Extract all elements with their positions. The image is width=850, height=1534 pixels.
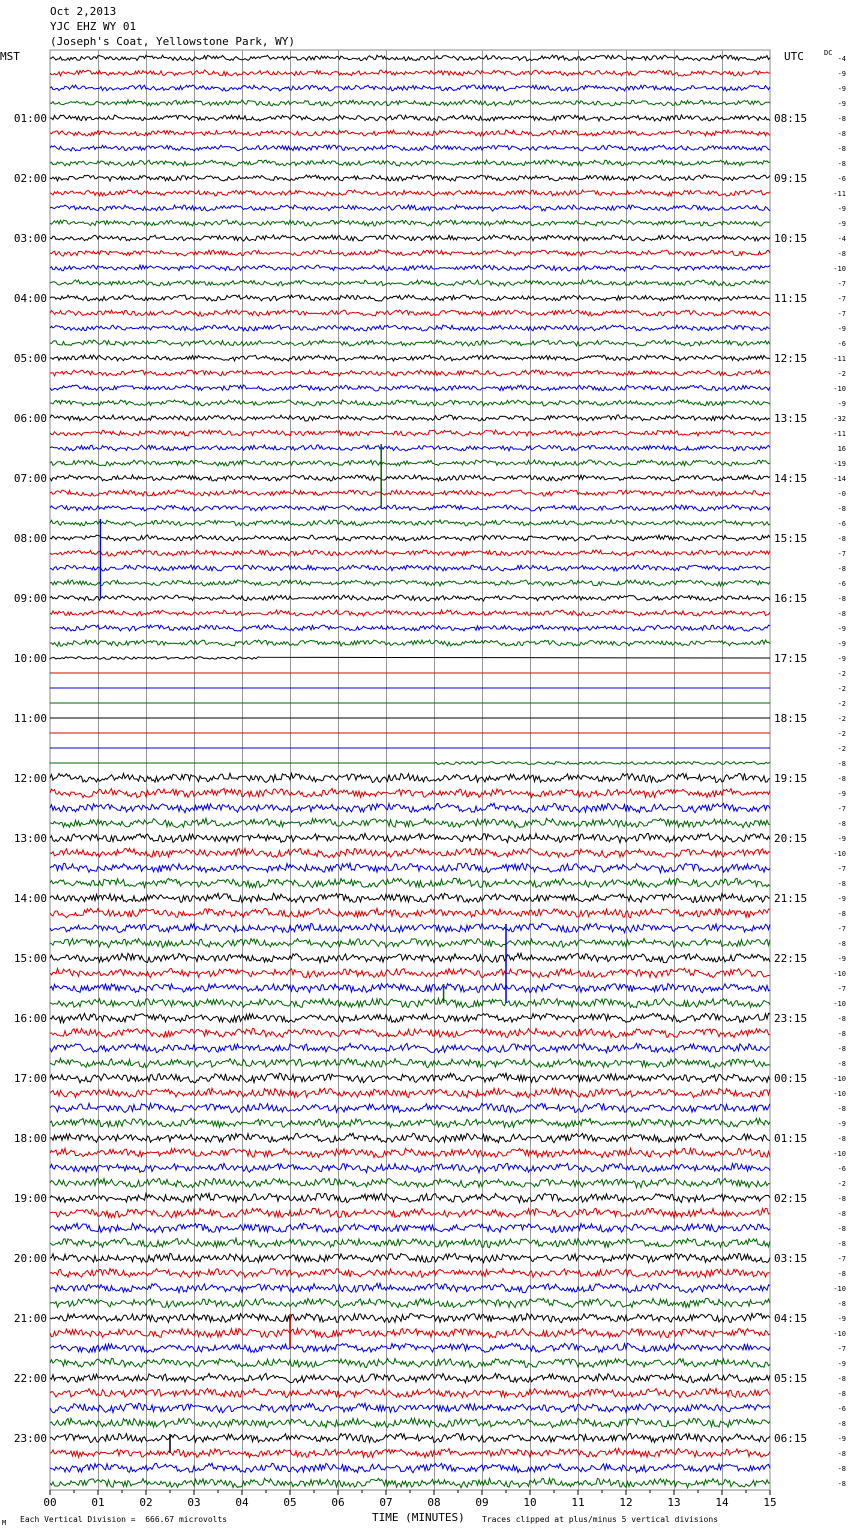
trace-line [50,1449,770,1458]
left-time-label: 20:00 [13,1252,47,1265]
left-time-label: 22:00 [13,1372,47,1385]
dc-offset-label: -8 [837,1015,846,1023]
dc-offset-label: -9 [837,1120,846,1128]
trace-line [50,1433,770,1442]
right-time-label: 06:15 [774,1432,808,1445]
trace-line [50,1193,770,1202]
trace-line [50,939,770,948]
dc-offset-label: -9 [837,400,846,408]
left-timezone-label: MST [0,50,20,63]
dc-offset-label: -7 [837,1255,846,1263]
dc-offset-label: -9 [837,325,846,333]
x-tick-label: 11 [571,1496,585,1509]
x-tick-label: 08 [427,1496,441,1509]
dc-offset-label: -6 [837,340,846,348]
dc-offset-label: -4 [837,55,846,63]
dc-offset-label: -7 [837,805,846,813]
clipping-note: Traces clipped at plus/minus 5 vertical divisions [482,1515,719,1524]
x-tick-label: 13 [667,1496,681,1509]
trace-line [50,205,770,211]
right-time-label: 11:15 [774,292,808,305]
trace-line [50,355,770,361]
dc-offset-label: -6 [837,175,846,183]
trace-line [50,610,770,616]
dc-offset-label: -8 [837,1210,846,1218]
x-tick-label: 02 [139,1496,153,1509]
trace-line [50,265,770,271]
trace-line [50,1269,770,1278]
right-time-label: 01:15 [774,1132,808,1145]
trace-line [50,968,770,977]
dc-offset-label: -0 [837,490,846,498]
dc-offset-label: -10 [833,1150,846,1158]
dc-offset-label: -2 [837,685,846,693]
trace-line [50,220,770,226]
dc-offset-label: -8 [837,1225,846,1233]
trace-line [50,1148,770,1157]
trace-line [50,1418,770,1427]
dc-offset-label: -8 [837,1420,846,1428]
trace-line [50,1088,770,1097]
dc-offset-label: 16 [837,445,846,453]
trace-line [50,1389,770,1398]
dc-offset-label: -7 [837,280,846,288]
trace-line [50,550,770,556]
dc-offset-label: -8 [837,760,846,768]
trace-line [50,595,770,601]
dc-offset-label: -9 [837,895,846,903]
dc-offset-label: -7 [837,550,846,558]
dc-offset-label: -8 [837,535,846,543]
dc-offset-label: -8 [837,910,846,918]
left-time-label: 13:00 [13,832,47,845]
dc-offset-label: -10 [833,1330,846,1338]
right-time-label: 19:15 [774,772,808,785]
corner-mark: M [2,1519,7,1527]
trace-line [50,625,770,631]
trace-line [50,1373,770,1382]
trace-line [50,640,770,646]
left-time-label: 11:00 [13,712,47,725]
dc-offset-label: -9 [837,1360,846,1368]
dc-offset-label: -10 [833,970,846,978]
trace-line [50,1178,770,1187]
dc-offset-label: -4 [837,235,846,243]
left-time-label: 19:00 [13,1192,47,1205]
trace-line [50,1058,770,1067]
trace-line [50,773,770,782]
dc-offset-label: -9 [837,100,846,108]
dc-offset-label: -8 [837,1480,846,1488]
dc-offset-label: -8 [837,1105,846,1113]
dc-offset-label: -9 [837,625,846,633]
left-time-label: 09:00 [13,592,47,605]
trace-line [50,1103,770,1112]
trace-line [50,190,770,196]
x-tick-label: 12 [619,1496,633,1509]
trace-line [50,1028,770,1037]
trace-line [50,1478,770,1487]
trace-line [50,1313,770,1322]
dc-offset-label: -8 [837,595,846,603]
trace-line [50,115,770,121]
left-time-label: 18:00 [13,1132,47,1145]
dc-offset-label: -8 [837,1465,846,1473]
right-timezone-label: UTC [784,50,804,63]
dc-offset-label: -14 [833,475,846,483]
dc-offset-label: -9 [837,655,846,663]
trace-line [50,415,770,421]
dc-offset-label: -2 [837,1180,846,1188]
dc-offset-label: -8 [837,1135,846,1143]
dc-offset-label: -2 [837,670,846,678]
dc-offset-label: -2 [837,700,846,708]
dc-offset-label: -9 [837,835,846,843]
trace-line [50,100,770,106]
right-time-label: 00:15 [774,1072,808,1085]
x-tick-label: 01 [91,1496,105,1509]
trace-line [50,657,770,659]
dc-offset-label: -10 [833,1000,846,1008]
dc-offset-label: -8 [837,820,846,828]
dc-offset-label: -11 [833,430,846,438]
trace-line [50,130,770,136]
left-time-label: 14:00 [13,892,47,905]
trace-line [50,1223,770,1232]
trace-line [50,430,770,436]
dc-offset-header: DC [824,49,833,57]
dc-offset-label: -8 [837,160,846,168]
trace-line [50,1118,770,1127]
dc-offset-label: -6 [837,520,846,528]
trace-line [50,1253,770,1262]
x-tick-label: 03 [187,1496,201,1509]
trace-line [50,788,770,797]
x-tick-label: 04 [235,1496,249,1509]
dc-offset-label: -10 [833,265,846,273]
dc-offset-label: -9 [837,220,846,228]
trace-line [50,55,770,61]
dc-offset-label: -7 [837,925,846,933]
dc-offset-label: -7 [837,865,846,873]
trace-line [50,340,770,346]
dc-offset-label: -8 [837,1300,846,1308]
left-time-label: 03:00 [13,232,47,245]
right-time-label: 22:15 [774,952,808,965]
trace-line [50,1208,770,1217]
trace-line [50,535,770,541]
dc-offset-label: -7 [837,310,846,318]
trace-line [50,235,770,241]
trace-line [50,1359,770,1368]
dc-offset-label: -6 [837,580,846,588]
right-time-label: 14:15 [774,472,808,485]
trace-line [50,280,770,286]
dc-offset-label: -10 [833,1090,846,1098]
left-time-label: 06:00 [13,412,47,425]
trace-line [50,400,770,406]
x-tick-label: 00 [43,1496,57,1509]
dc-offset-label: -8 [837,1030,846,1038]
dc-offset-label: -2 [837,715,846,723]
dc-offset-label: -10 [833,1285,846,1293]
x-tick-label: 05 [283,1496,297,1509]
dc-offset-label: -10 [833,850,846,858]
x-tick-label: 06 [331,1496,345,1509]
station-location: (Joseph's Coat, Yellowstone Park, WY) [50,35,296,48]
dc-offset-label: -8 [837,610,846,618]
right-time-label: 17:15 [774,652,808,665]
left-time-label: 01:00 [13,112,47,125]
dc-offset-label: -8 [837,1045,846,1053]
trace-line [50,490,770,496]
trace-line [50,520,770,526]
right-time-label: 12:15 [774,352,808,365]
right-time-label: 08:15 [774,112,808,125]
dc-offset-label: -10 [833,385,846,393]
trace-line [50,310,770,316]
trace-line [50,893,770,902]
dc-offset-label: -8 [837,1390,846,1398]
trace-line [50,1163,770,1172]
trace-line [50,1463,770,1472]
dc-offset-label: -8 [837,130,846,138]
left-time-label: 04:00 [13,292,47,305]
dc-offset-label: -10 [833,1075,846,1083]
dc-offset-label: -9 [837,955,846,963]
dc-offset-label: -2 [837,730,846,738]
left-time-label: 10:00 [13,652,47,665]
left-time-label: 15:00 [13,952,47,965]
x-axis-title: TIME (MINUTES) [372,1511,465,1524]
dc-offset-label: -9 [837,70,846,78]
dc-offset-label: -32 [833,415,846,423]
dc-offset-label: -9 [837,205,846,213]
dc-offset-label: -19 [833,460,846,468]
left-time-label: 17:00 [13,1072,47,1085]
right-time-label: 18:15 [774,712,808,725]
dc-offset-label: -9 [837,85,846,93]
trace-line [50,565,770,571]
trace-line [50,1133,770,1142]
dc-offset-label: -8 [837,565,846,573]
trace-line [50,908,770,917]
trace-line [50,370,770,376]
x-tick-label: 10 [523,1496,537,1509]
trace-line [50,460,770,466]
trace-line [50,1073,770,1083]
trace-line [50,445,770,451]
trace-line [50,803,770,812]
left-time-label: 23:00 [13,1432,47,1445]
trace-line [50,1043,770,1052]
left-time-label: 02:00 [13,172,47,185]
trace-line [50,833,770,842]
trace-line [50,1283,770,1292]
trace-line [50,250,770,256]
right-time-label: 03:15 [774,1252,808,1265]
dc-offset-label: -11 [833,190,846,198]
dc-offset-label: -6 [837,1405,846,1413]
left-time-label: 12:00 [13,772,47,785]
dc-offset-label: -8 [837,505,846,513]
trace-line [50,1343,770,1352]
trace-line [50,818,770,827]
trace-line [50,580,770,586]
dc-offset-label: -8 [837,880,846,888]
right-time-label: 20:15 [774,832,808,845]
left-time-label: 05:00 [13,352,47,365]
trace-line [50,984,770,993]
dc-offset-label: -2 [837,745,846,753]
vertical-division-note: Each Vertical Division = 666.67 microvolts [20,1515,228,1524]
dc-offset-label: -8 [837,1450,846,1458]
dc-offset-label: -8 [837,775,846,783]
trace-line [50,1238,770,1247]
dc-offset-label: -7 [837,295,846,303]
trace-line [50,325,770,331]
dc-offset-label: -8 [837,145,846,153]
right-time-label: 10:15 [774,232,808,245]
trace-line [50,1298,770,1307]
dc-offset-label: -8 [837,1240,846,1248]
dc-offset-label: -2 [837,370,846,378]
trace-line [50,505,770,511]
dc-offset-label: -8 [837,250,846,258]
trace-line [50,762,770,765]
dc-offset-label: -6 [837,1165,846,1173]
dc-offset-label: -8 [837,1270,846,1278]
trace-line [50,160,770,166]
plot-date: Oct 2,2013 [50,5,117,18]
trace-line [50,1329,770,1338]
trace-line [50,70,770,76]
trace-line [50,385,770,391]
trace-line [50,1403,770,1412]
dc-offset-label: -8 [837,1060,846,1068]
right-time-label: 02:15 [774,1192,808,1205]
x-tick-label: 07 [379,1496,393,1509]
trace-line [50,953,770,962]
left-time-label: 08:00 [13,532,47,545]
dc-offset-label: -8 [837,1375,846,1383]
dc-offset-label: -9 [837,1435,846,1443]
dc-offset-label: -9 [837,790,846,798]
right-time-label: 13:15 [774,412,808,425]
right-time-label: 15:15 [774,532,808,545]
dc-offset-label: -11 [833,355,846,363]
dc-offset-label: -7 [837,1345,846,1353]
trace-line [50,878,770,887]
right-time-label: 04:15 [774,1312,808,1325]
trace-line [50,295,770,301]
x-tick-label: 15 [763,1496,777,1509]
dc-offset-label: -9 [837,1315,846,1323]
right-time-label: 23:15 [774,1012,808,1025]
station-code: YJC EHZ WY 01 [50,20,137,33]
dc-offset-label: -9 [837,640,846,648]
trace-line [50,475,770,481]
trace-line [50,1013,770,1022]
trace-line [50,863,770,872]
trace-line [50,145,770,151]
dc-offset-label: -8 [837,115,846,123]
trace-line [50,923,770,932]
left-time-label: 07:00 [13,472,47,485]
left-time-label: 21:00 [13,1312,47,1325]
right-time-label: 21:15 [774,892,808,905]
trace-line [50,848,770,857]
trace-line [50,998,770,1007]
trace-line [50,85,770,91]
right-time-label: 09:15 [774,172,808,185]
right-time-label: 16:15 [774,592,808,605]
left-time-label: 16:00 [13,1012,47,1025]
dc-offset-label: -7 [837,985,846,993]
x-tick-label: 14 [715,1496,729,1509]
dc-offset-label: -8 [837,940,846,948]
dc-offset-label: -8 [837,1195,846,1203]
right-time-label: 05:15 [774,1372,808,1385]
x-tick-label: 09 [475,1496,489,1509]
trace-line [50,175,770,181]
